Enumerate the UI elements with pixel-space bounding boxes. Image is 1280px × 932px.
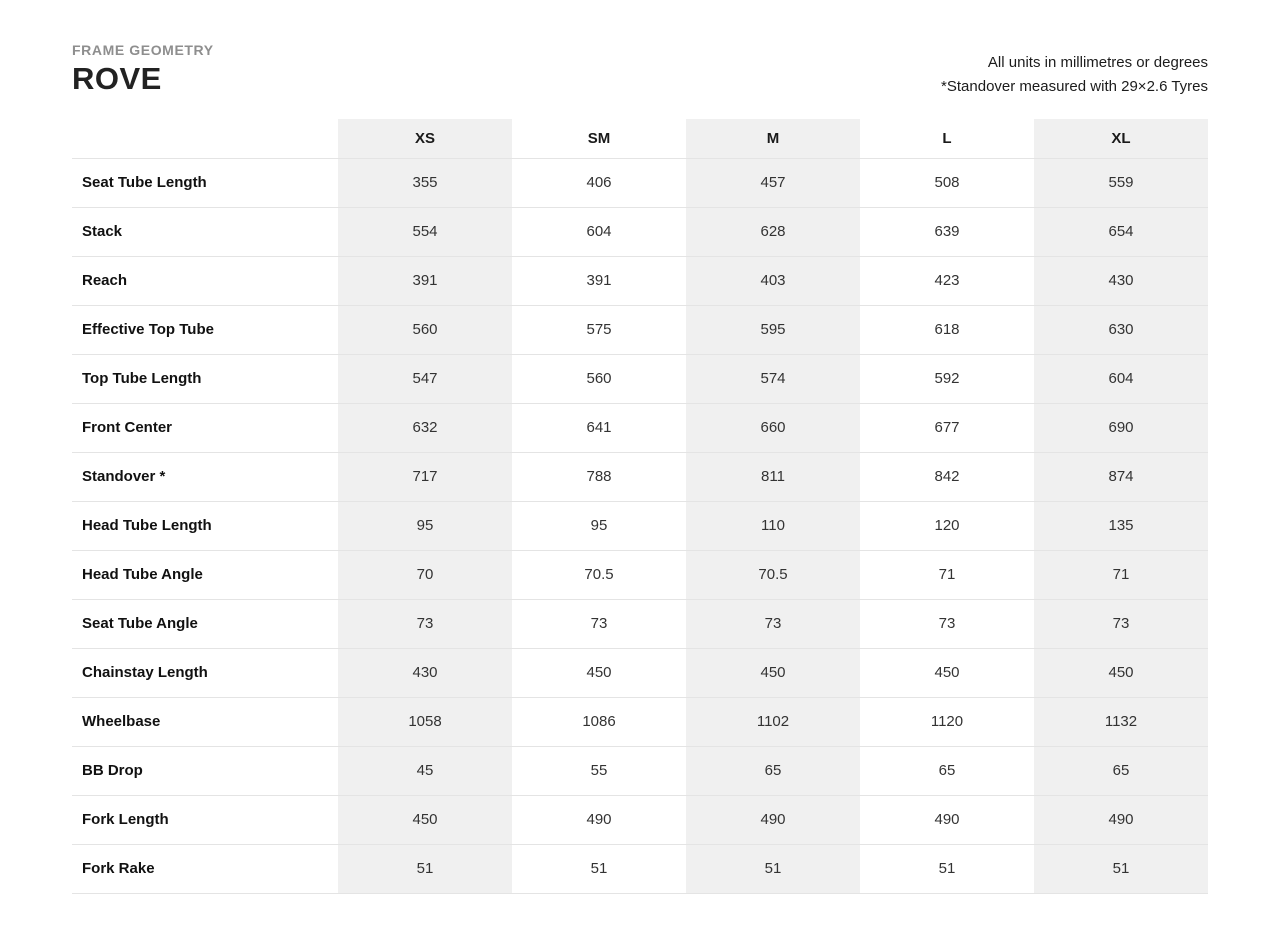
value-cell-l: 51	[860, 844, 1034, 893]
row-label: Seat Tube Length	[72, 158, 338, 207]
value-cell-xs: 560	[338, 305, 512, 354]
value-cell-l: 592	[860, 354, 1034, 403]
value-cell-xl: 559	[1034, 158, 1208, 207]
value-cell-xl: 73	[1034, 599, 1208, 648]
table-row	[72, 158, 1208, 207]
value-cell-xs: 450	[338, 795, 512, 844]
value-cell-sm: 391	[512, 256, 686, 305]
corner-cell	[72, 119, 338, 158]
geometry-table	[72, 119, 1208, 894]
row-label: Standover *	[72, 452, 338, 501]
value-cell-l: 120	[860, 501, 1034, 550]
value-cell-l: 65	[860, 746, 1034, 795]
value-cell-xl: 490	[1034, 795, 1208, 844]
page-header	[72, 42, 1208, 99]
table-row	[72, 599, 1208, 648]
value-cell-m: 110	[686, 501, 860, 550]
value-cell-l: 639	[860, 207, 1034, 256]
value-cell-sm: 70.5	[512, 550, 686, 599]
value-cell-l: 490	[860, 795, 1034, 844]
column-header-l: L	[860, 119, 1034, 158]
value-cell-m: 457	[686, 158, 860, 207]
row-label: BB Drop	[72, 746, 338, 795]
units-note: All units in millimetres or degrees	[987, 54, 1208, 71]
value-cell-xl: 874	[1034, 452, 1208, 501]
value-cell-m: 490	[686, 795, 860, 844]
value-cell-sm: 575	[512, 305, 686, 354]
row-label: Stack	[72, 207, 338, 256]
value-cell-xs: 547	[338, 354, 512, 403]
value-cell-m: 403	[686, 256, 860, 305]
table-row	[72, 354, 1208, 403]
row-label: Wheelbase	[72, 697, 338, 746]
value-cell-sm: 95	[512, 501, 686, 550]
value-cell-xs: 73	[338, 599, 512, 648]
table-row	[72, 256, 1208, 305]
value-cell-sm: 641	[512, 403, 686, 452]
row-label: Top Tube Length	[72, 354, 338, 403]
value-cell-sm: 1086	[512, 697, 686, 746]
table-row	[72, 207, 1208, 256]
value-cell-xl: 71	[1034, 550, 1208, 599]
value-cell-m: 1102	[686, 697, 860, 746]
value-cell-m: 450	[686, 648, 860, 697]
value-cell-sm: 490	[512, 795, 686, 844]
value-cell-xs: 355	[338, 158, 512, 207]
size-header-row	[72, 119, 1208, 158]
column-header-xl: XL	[1034, 119, 1208, 158]
value-cell-m: 628	[686, 207, 860, 256]
column-header-m: M	[686, 119, 860, 158]
row-label: Head Tube Length	[72, 501, 338, 550]
row-label: Seat Tube Angle	[72, 599, 338, 648]
table-row	[72, 550, 1208, 599]
value-cell-xs: 430	[338, 648, 512, 697]
value-cell-xl: 604	[1034, 354, 1208, 403]
value-cell-m: 811	[686, 452, 860, 501]
value-cell-xs: 51	[338, 844, 512, 893]
page-title: ROVE	[72, 61, 162, 96]
standover-note: *Standover measured with 29×2.6 Tyres	[941, 78, 1208, 95]
value-cell-sm: 450	[512, 648, 686, 697]
table-row	[72, 746, 1208, 795]
value-cell-sm: 55	[512, 746, 686, 795]
value-cell-sm: 73	[512, 599, 686, 648]
table-row	[72, 452, 1208, 501]
value-cell-xs: 45	[338, 746, 512, 795]
value-cell-sm: 560	[512, 354, 686, 403]
column-header-xs: XS	[338, 119, 512, 158]
value-cell-m: 574	[686, 354, 860, 403]
table-row	[72, 795, 1208, 844]
value-cell-xl: 430	[1034, 256, 1208, 305]
value-cell-m: 73	[686, 599, 860, 648]
value-cell-l: 508	[860, 158, 1034, 207]
table-row	[72, 648, 1208, 697]
row-label: Chainstay Length	[72, 648, 338, 697]
column-header-sm: SM	[512, 119, 686, 158]
value-cell-l: 677	[860, 403, 1034, 452]
value-cell-sm: 51	[512, 844, 686, 893]
value-cell-xl: 135	[1034, 501, 1208, 550]
value-cell-m: 51	[686, 844, 860, 893]
value-cell-m: 65	[686, 746, 860, 795]
value-cell-xl: 1132	[1034, 697, 1208, 746]
value-cell-sm: 788	[512, 452, 686, 501]
table-row	[72, 844, 1208, 893]
value-cell-xs: 717	[338, 452, 512, 501]
title-block	[72, 42, 214, 97]
value-cell-sm: 406	[512, 158, 686, 207]
geometry-table-body	[72, 158, 1208, 893]
value-cell-l: 423	[860, 256, 1034, 305]
row-label: Reach	[72, 256, 338, 305]
row-label: Fork Rake	[72, 844, 338, 893]
value-cell-l: 618	[860, 305, 1034, 354]
value-cell-xs: 391	[338, 256, 512, 305]
value-cell-m: 660	[686, 403, 860, 452]
value-cell-xl: 65	[1034, 746, 1208, 795]
value-cell-xl: 690	[1034, 403, 1208, 452]
units-notes	[941, 51, 1208, 99]
value-cell-xs: 632	[338, 403, 512, 452]
value-cell-xl: 450	[1034, 648, 1208, 697]
table-row	[72, 697, 1208, 746]
value-cell-l: 450	[860, 648, 1034, 697]
table-row	[72, 501, 1208, 550]
value-cell-l: 1120	[860, 697, 1034, 746]
value-cell-xl: 654	[1034, 207, 1208, 256]
value-cell-xs: 1058	[338, 697, 512, 746]
table-row	[72, 305, 1208, 354]
row-label: Head Tube Angle	[72, 550, 338, 599]
value-cell-sm: 604	[512, 207, 686, 256]
value-cell-l: 842	[860, 452, 1034, 501]
value-cell-m: 595	[686, 305, 860, 354]
row-label: Fork Length	[72, 795, 338, 844]
value-cell-xs: 70	[338, 550, 512, 599]
row-label: Front Center	[72, 403, 338, 452]
section-eyebrow: FRAME GEOMETRY	[72, 42, 214, 58]
table-row	[72, 403, 1208, 452]
value-cell-m: 70.5	[686, 550, 860, 599]
value-cell-xs: 554	[338, 207, 512, 256]
row-label: Effective Top Tube	[72, 305, 338, 354]
value-cell-l: 71	[860, 550, 1034, 599]
value-cell-xs: 95	[338, 501, 512, 550]
value-cell-xl: 51	[1034, 844, 1208, 893]
value-cell-xl: 630	[1034, 305, 1208, 354]
value-cell-l: 73	[860, 599, 1034, 648]
